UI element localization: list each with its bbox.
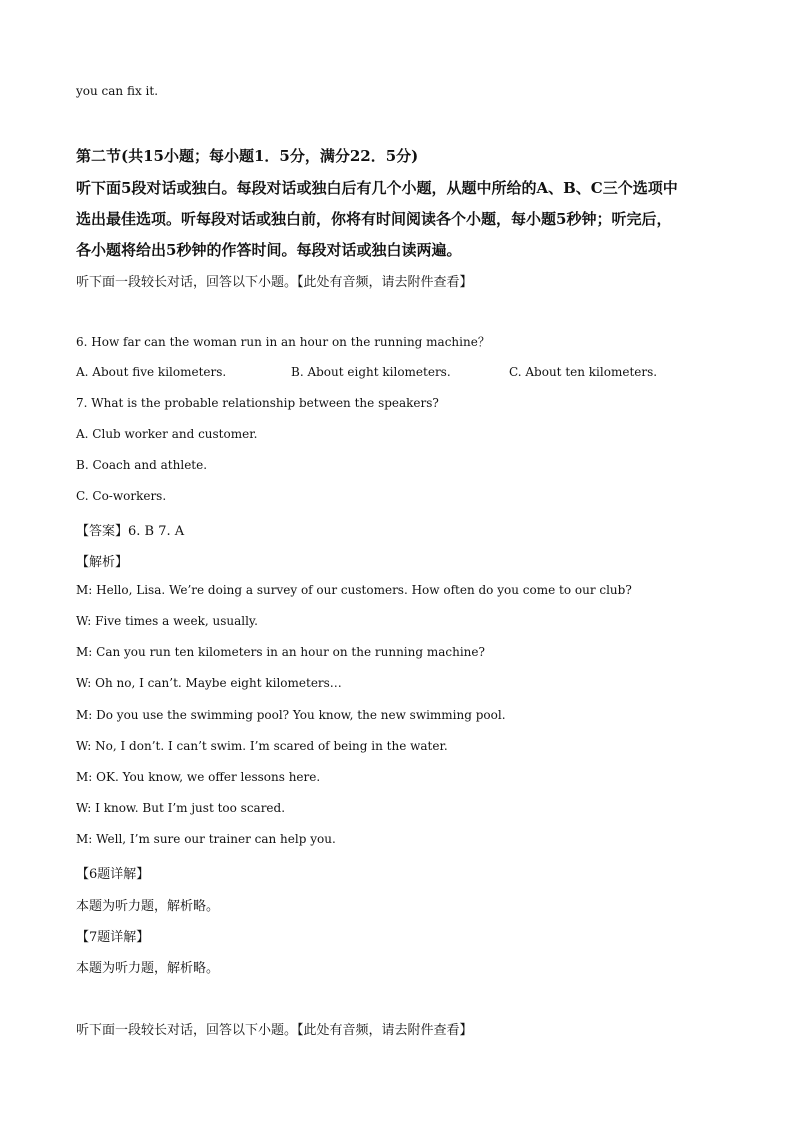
transcript-line: M: Do you use the swimming pool? You know, the new swimming pool. [76,708,506,722]
section-instruction-line: 听下面5段对话或独白。每段对话或独白后有几个小题，从题中所给的A、B、C三个选项中 [76,179,678,197]
transcript-line: W: I know. But I’m just too scared. [76,801,286,815]
answer-key: 【答案】6. B 7. A [76,524,185,539]
question-6-option-b: B. About eight kilometers. [291,365,451,379]
listening-prompt: 听下面一段较长对话，回答以下小题。【此处有音频，请去附件查看】 [76,275,473,290]
transcript-line: W: Oh no, I can’t. Maybe eight kilometers… [76,676,342,690]
transcript-line: W: No, I don’t. I can’t swim. I’m scared of being in the water. [76,739,448,753]
question-6-option-a: A. About five kilometers. [76,365,227,379]
listening-prompt: 听下面一段较长对话，回答以下小题。【此处有音频，请去附件查看】 [76,1023,473,1038]
question-7-option-a: A. Club worker and customer. [76,427,258,441]
transcript-line: M: Well, I’m sure our trainer can help you. [76,832,336,846]
question-6: 6. How far can the woman run in an hour on the running machine？ [76,335,490,349]
section-instruction-line: 各小题将给出5秒钟的作答时间。每段对话或独白读两遍。 [76,241,462,259]
transcript-line: M: OK. You know, we offer lessons here. [76,770,321,784]
detail-text-7: 本题为听力题，解析略。 [76,961,220,976]
section-instruction-line: 选出最佳选项。听每段对话或独白前，你将有时间阅读各个小题，每小题5秒钟；听完后， [76,210,672,228]
detail-label-6: 【6题详解】 [76,867,150,882]
section-title: 第二节(共15小题；每小题1．5分，满分22．5分) [76,147,419,165]
transcript-line: W: Five times a week, usually. [76,614,258,628]
detail-label-7: 【7题详解】 [76,930,150,945]
detail-text-6: 本题为听力题，解析略。 [76,899,220,914]
transcript-line: M: Hello, Lisa. We’re doing a survey of our customers. How often do you come to our club? [76,583,632,597]
transcript-line: M: Can you run ten kilometers in an hour on the running machine? [76,645,485,659]
continued-text-fragment: you can fix it. [76,84,159,98]
analysis-label: 【解析】 [76,555,129,570]
question-7-option-b: B. Coach and athlete. [76,458,208,472]
question-6-option-c: C. About ten kilometers. [509,365,658,379]
question-7: 7. What is the probable relationship between the speakers? [76,396,439,410]
question-7-option-c: C. Co-workers. [76,489,167,503]
